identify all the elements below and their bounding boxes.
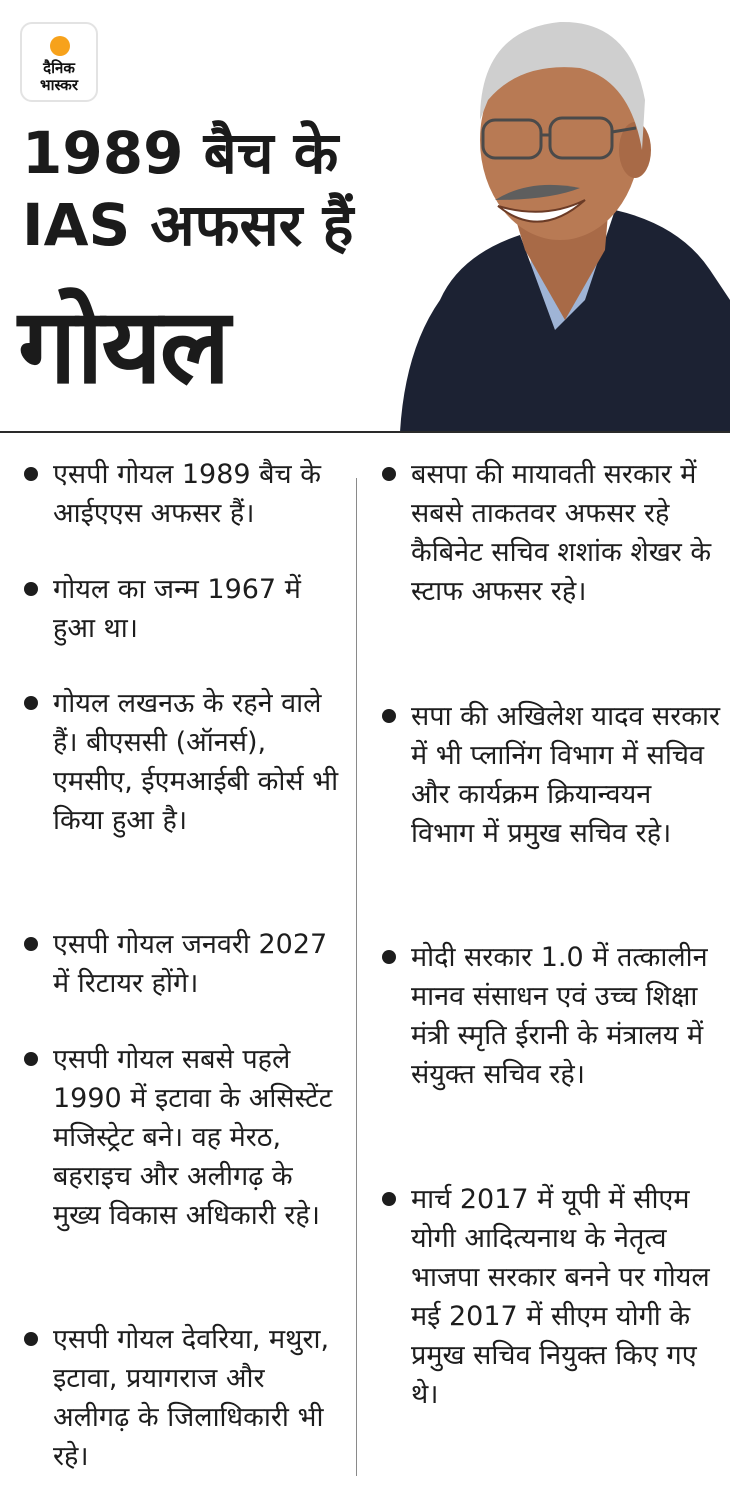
headline-name: गोयल — [18, 285, 229, 407]
logo-word-2: भास्कर — [40, 76, 78, 94]
list-item — [24, 925, 344, 1003]
list-item-text: गोयल लखनऊ के रहने वाले हैं। बीएससी (ऑनर्स), एमसीए, ईएमआईबी कोर्स भी किया हुआ है। — [53, 688, 339, 836]
list-item-text: सपा की अखिलेश यादव सरकार में भी प्लानिंग विभाग में सचिव और कार्यक्रम क्रियान्वयन विभाग में प्रमुख सचिव रहे। — [411, 701, 721, 849]
list-item-text: बसपा की मायावती सरकार में सबसे ताकतवर अफसर रहे कैबिनेट सचिव शशांक शेखर के स्टाफ अफसर रहे। — [411, 459, 712, 607]
bullet-icon — [24, 582, 38, 596]
list-item-text: एसपी गोयल देवरिया, मथुरा, इटावा, प्रयागराज और अलीगढ़ के जिलाधिकारी भी रहे। — [53, 1324, 330, 1472]
bullet-icon — [382, 467, 396, 481]
dainik-bhaskar-logo — [20, 22, 98, 102]
headline-line-1: 1989 बैच के — [22, 119, 339, 187]
list-item — [24, 684, 344, 840]
list-item — [382, 1180, 722, 1414]
bullet-icon — [382, 1192, 396, 1206]
header-divider — [0, 431, 730, 433]
bullet-icon — [24, 937, 38, 951]
sun-icon — [50, 36, 70, 56]
list-item-text: एसपी गोयल 1989 बैच के आईएएस अफसर हैं। — [53, 459, 322, 529]
headline-line-2: IAS अफसर हैं — [22, 191, 354, 259]
bullet-icon — [382, 709, 396, 723]
bullet-icon — [24, 696, 38, 710]
list-item-text: एसपी गोयल जनवरी 2027 में रिटायर होंगे। — [53, 929, 328, 999]
list-item — [382, 697, 722, 853]
list-item-text: मार्च 2017 में यूपी में सीएम योगी आदित्यनाथ के नेतृत्व भाजपा सरकार बनने पर गोयल मई 2017 में सीएम योगी के प्रमुख सचिव नियुक्त किए गए थे। — [411, 1184, 710, 1410]
list-item-text: मोदी सरकार 1.0 में तत्कालीन मानव संसाधन एवं उच्च शिक्षा मंत्री स्मृति ईरानी के मंत्रालय में संयुक्त सचिव रहे। — [411, 942, 708, 1090]
list-item — [24, 1320, 344, 1476]
bullet-icon — [24, 1052, 38, 1066]
portrait-photo — [380, 0, 730, 432]
bullet-icon — [382, 950, 396, 964]
list-item — [382, 455, 722, 611]
list-item — [24, 455, 344, 533]
logo-word-1: दैनिक — [43, 59, 75, 77]
column-divider — [356, 478, 357, 1476]
bullet-icon — [24, 1332, 38, 1346]
list-item — [382, 938, 722, 1094]
list-item — [24, 570, 344, 648]
header-panel — [0, 0, 730, 432]
list-item — [24, 1040, 344, 1235]
list-item-text: एसपी गोयल सबसे पहले 1990 में इटावा के असिस्टेंट मजिस्ट्रेट बने। वह मेरठ, बहराइच और अलीगढ़ के मुख्य विकास अधिकारी रहे। — [53, 1044, 333, 1231]
bullet-icon — [24, 467, 38, 481]
list-item-text: गोयल का जन्म 1967 में हुआ था। — [53, 574, 301, 644]
